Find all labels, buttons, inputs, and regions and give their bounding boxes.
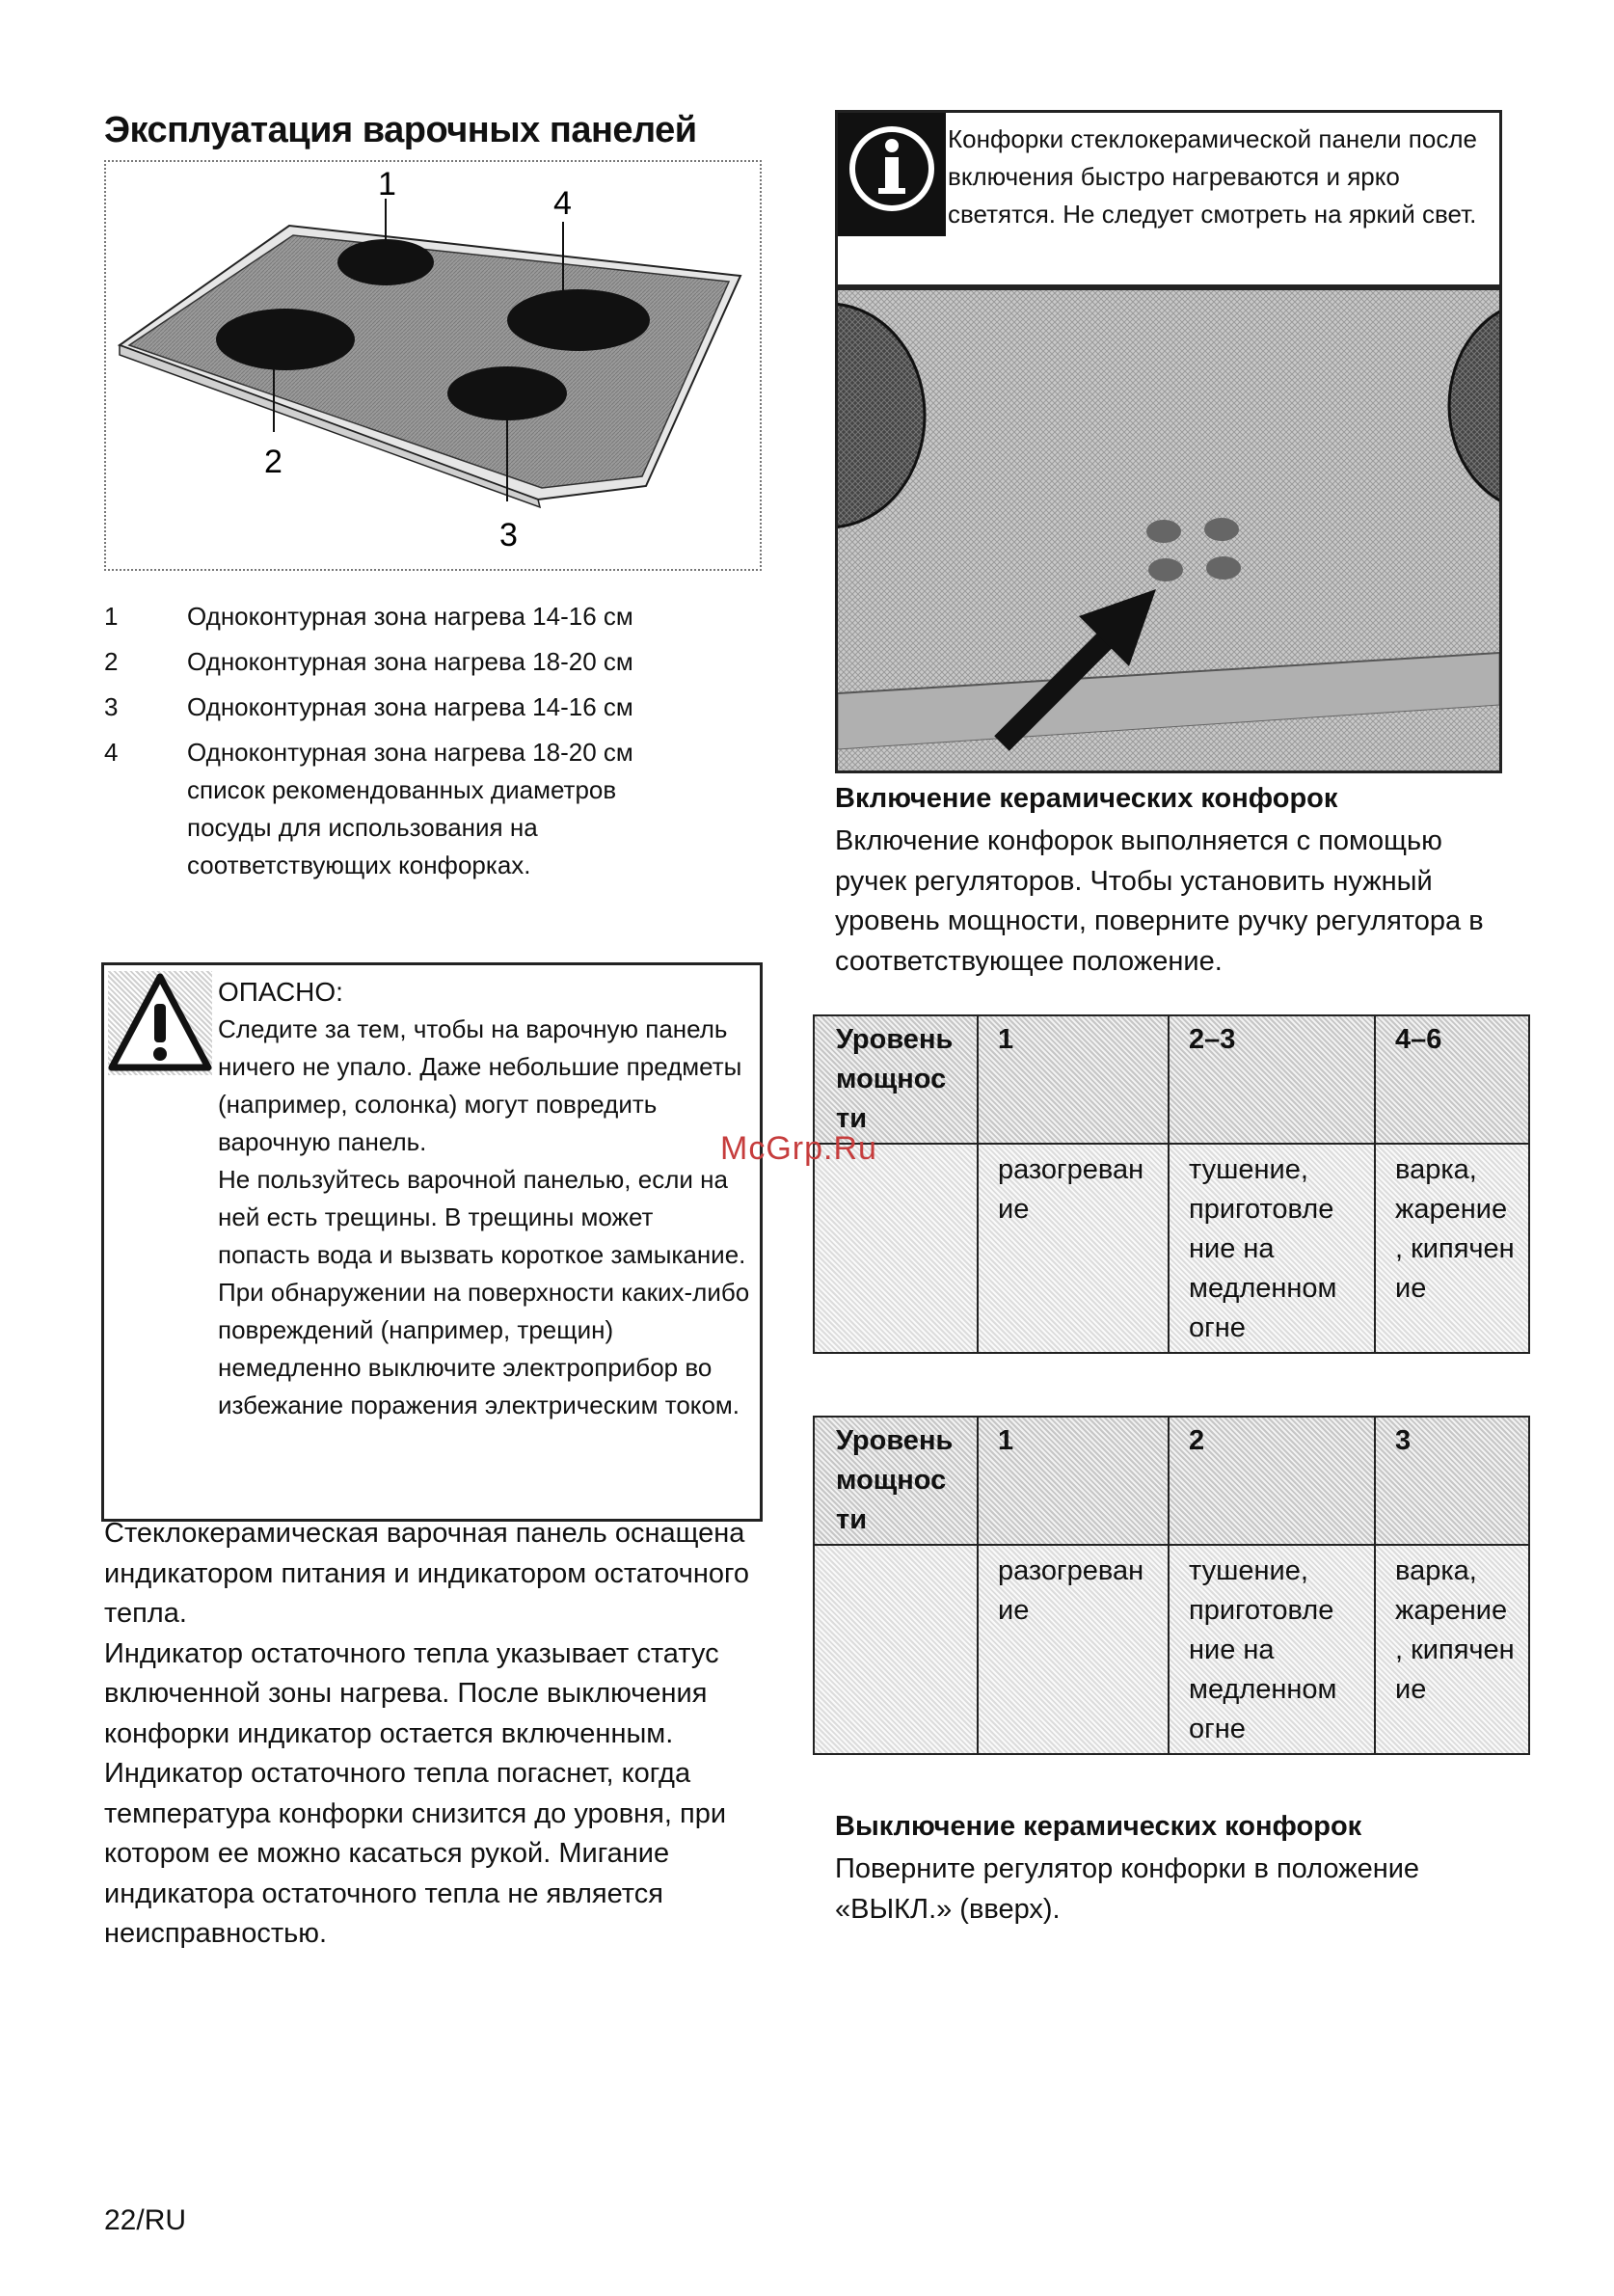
zone-description: Одноконтурная зона нагрева 14-16 см	[187, 602, 633, 631]
info-note-box	[835, 110, 1502, 287]
danger-heading: ОПАСНО:	[218, 977, 343, 1007]
danger-paragraph: Не пользуйтесь варочной панелью, если на ней есть трещины. В трещины может попасть вода и вызвать короткое замыкание.	[218, 1165, 746, 1269]
table-header-cell: 1	[978, 1015, 1169, 1144]
hob-closeup-photo	[835, 287, 1502, 773]
list-item	[104, 643, 760, 681]
danger-paragraph: При обнаружении на поверхности каких-либо повреждений (например, трещин) немедленно выключите электроприбор во избежание поражения электрическим током.	[218, 1278, 750, 1419]
info-text: Конфорки стеклокерамической панели после включения быстро нагреваются и ярко светятся. Не следует смотреть на яркий свет.	[948, 124, 1477, 229]
list-item	[104, 689, 760, 726]
table-header-cell: 4–6	[1375, 1015, 1529, 1144]
paragraph: Индикатор остаточного тепла погаснет, когда температура конфорки снизится до уровня, при котором ее можно касаться рукой. Мигание индикатора остаточного тепла не является неисправностью.	[104, 1758, 727, 1949]
zone-number: 4	[104, 738, 119, 767]
hob-diagram	[104, 160, 762, 571]
info-icon	[838, 113, 946, 236]
power-level-table-1	[813, 1014, 1530, 1354]
diagram-label-4: 4	[553, 185, 572, 222]
paragraph: Индикатор остаточного тепла указывает статус включенной зоны нагрева. После выключения конфорки индикатор остается включенным.	[104, 1637, 719, 1749]
table-row	[814, 1144, 1529, 1353]
page-title: Эксплуатация варочных панелей	[104, 110, 697, 150]
hob-diagram-graphic	[106, 162, 760, 569]
table-header-cell: 1	[978, 1417, 1169, 1545]
switch-on-heading: Включение керамических конфорок	[835, 783, 1338, 814]
table-header-cell: 2–3	[1169, 1015, 1375, 1144]
switch-off-heading: Выключение керамических конфорок	[835, 1811, 1362, 1842]
table-cell: разогреван ие	[978, 1144, 1169, 1353]
table-header-cell: 3	[1375, 1417, 1529, 1545]
table-row	[814, 1545, 1529, 1754]
table-cell: варка, жарение , кипячен ие	[1375, 1545, 1529, 1754]
switch-off-text: Поверните регулятор конфорки в положение «ВЫКЛ.» (вверх).	[835, 1853, 1420, 1925]
indicator-lamp	[1148, 558, 1183, 581]
indicator-lamp	[1146, 520, 1181, 543]
zone-description: Одноконтурная зона нагрева 18-20 см	[187, 647, 633, 676]
list-item	[104, 734, 760, 884]
burner-zone-2	[216, 309, 355, 370]
power-level-table-2	[813, 1416, 1530, 1755]
table-cell: варка, жарение , кипячен ие	[1375, 1144, 1529, 1353]
diagram-label-3: 3	[499, 517, 518, 554]
switch-on-text: Включение конфорок выполняется с помощью ручек регуляторов. Чтобы установить нужный уровень мощности, поверните ручку регулятора в соответствующее положение.	[835, 825, 1484, 977]
danger-content	[218, 973, 750, 1424]
list-item	[104, 598, 760, 635]
table-cell	[814, 1545, 978, 1754]
zone-description: Одноконтурная зона нагрева 14-16 см	[187, 692, 633, 721]
diagram-label-2: 2	[264, 444, 282, 480]
table-cell: разогреван ие	[978, 1545, 1169, 1754]
table-cell: тушение, приготовле ние на медленном огне	[1169, 1144, 1375, 1353]
danger-paragraph: Следите за тем, чтобы на варочную панель ничего не упало. Даже небольшие предметы (например, солонка) могут повредить варочную панель.	[218, 1014, 742, 1156]
zone-number: 3	[104, 692, 119, 721]
zone-number: 1	[104, 602, 119, 631]
indicator-description	[104, 1514, 779, 1955]
table-header-row	[814, 1015, 1529, 1144]
zone-description: Одноконтурная зона нагрева 18-20 см список рекомендованных диаметров посуды для использования на соответствующих конфорках.	[187, 738, 633, 879]
indicator-lamp	[1204, 518, 1239, 541]
table-header-cell: Уровень мощнос ти	[814, 1015, 978, 1144]
danger-warning-box	[101, 962, 763, 1522]
diagram-label-1: 1	[378, 166, 396, 203]
table-header-cell: 2	[1169, 1417, 1375, 1545]
indicator-lamp	[1206, 556, 1241, 580]
paragraph: Стеклокерамическая варочная панель оснащена индикатором питания и индикатором остаточного тепла.	[104, 1518, 750, 1629]
page-number: 22/RU	[104, 2204, 187, 2236]
warning-triangle-icon	[108, 971, 212, 1075]
watermark: McGrp.Ru	[720, 1130, 877, 1167]
table-cell	[814, 1144, 978, 1353]
burner-zone-4	[507, 289, 650, 351]
table-cell: тушение, приготовле ние на медленном огне	[1169, 1545, 1375, 1754]
zone-number: 2	[104, 647, 119, 676]
zone-list	[104, 598, 760, 892]
table-header-row	[814, 1417, 1529, 1545]
table-header-cell: Уровень мощнос ти	[814, 1417, 978, 1545]
